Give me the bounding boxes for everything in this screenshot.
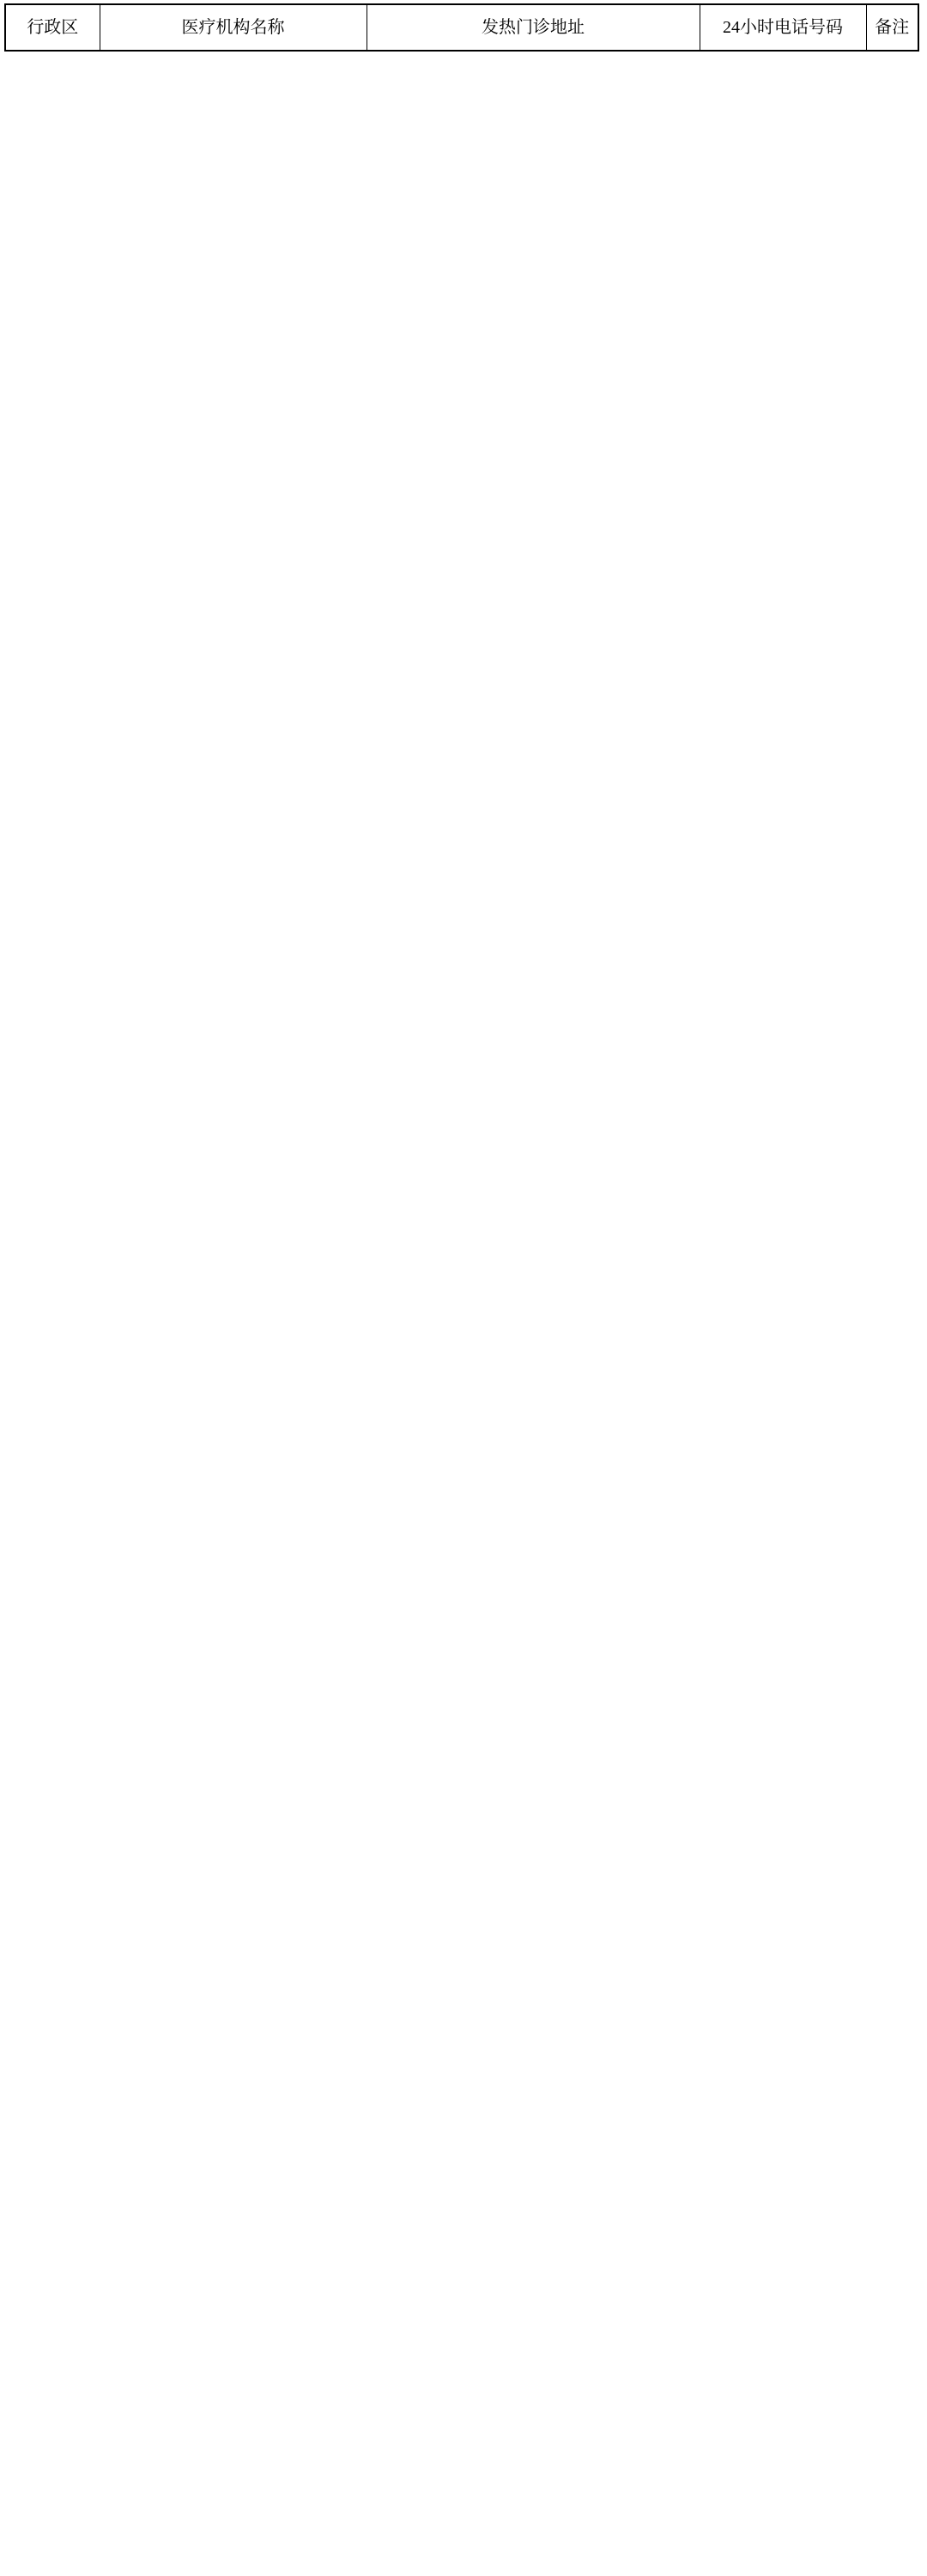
column-header-phone: 24小时电话号码	[700, 4, 866, 51]
column-header-hospital-name: 医疗机构名称	[100, 4, 367, 51]
column-header-district: 行政区	[5, 4, 100, 51]
table-header-row	[5, 4, 918, 51]
column-header-clinic-address: 发热门诊地址	[367, 4, 700, 51]
column-header-remark: 备注	[866, 4, 918, 51]
fever-clinics-table	[4, 3, 919, 52]
